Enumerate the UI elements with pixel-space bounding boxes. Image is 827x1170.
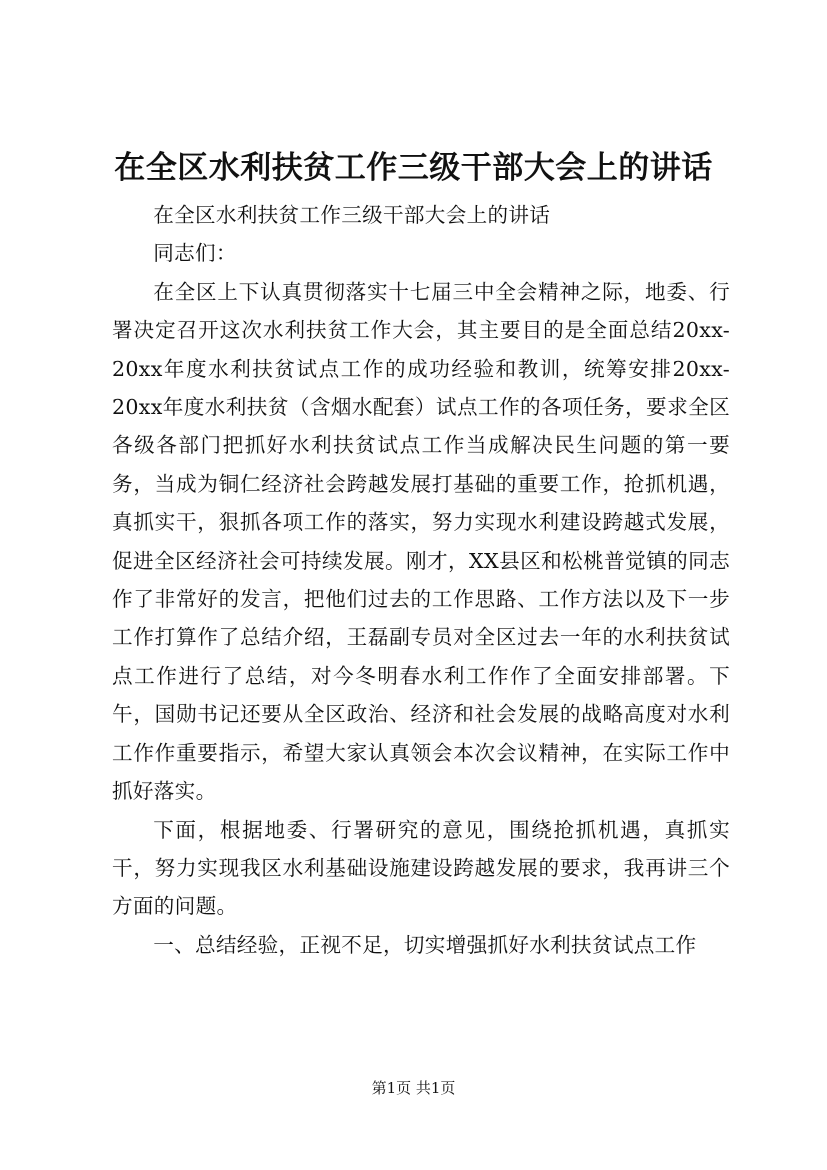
paragraph-greeting: 同志们：	[153, 241, 237, 266]
document-title: 在全区水利扶贫工作三级干部大会上的讲话	[114, 150, 713, 186]
page-footer: 第1页 共1页	[371, 1079, 456, 1097]
paragraph-outline: 下面，根据地委、行署研究的意见，围绕抢抓机遇，真抓实干，努力实现我区水利基础设施建设跨越发展的要求，我再讲三个方面的问题。	[112, 817, 730, 919]
paragraph-introduction: 在全区上下认真贯彻落实十七届三中全会精神之际，地委、行署决定召开这次水利扶贫工作大会，其主要目的是全面总结20xx-20xx年度水利扶贫试点工作的成功经验和教训，统筹安排20xx-20xx年度水利扶贫（含烟水配套）试点工作的各项任务，要求全区各级各部门把抓好水利扶贫试点工作当成解决民生问题的第一要务，当成为铜仁经济社会跨越发展打基础的重要工作，抢抓机遇，真抓实干，狠抓各项工作的落实，努力实现水利建设跨越式发展，促进全区经济社会可持续发展。刚才，XX县区和松桃普觉镇的同志作了非常好的发言，把他们过去的工作思路、工作方法以及下一步工作打算作了总结介绍，王磊副专员对全区过去一年的水利扶贫试点工作进行了总结，对今冬明春水利工作作了全面安排部署。下午，国勋书记还要从全区政治、经济和社会发展的战略高度对水利工作作重要指示，希望大家认真领会本次会议精神，在实际工作中抓好落实。	[112, 279, 730, 804]
document-body	[112, 196, 730, 964]
paragraph-subtitle: 在全区水利扶贫工作三级干部大会上的讲话	[153, 203, 551, 227]
paragraph-section-heading: 一、总结经验，正视不足，切实增强抓好水利扶贫试点工作	[153, 932, 697, 957]
